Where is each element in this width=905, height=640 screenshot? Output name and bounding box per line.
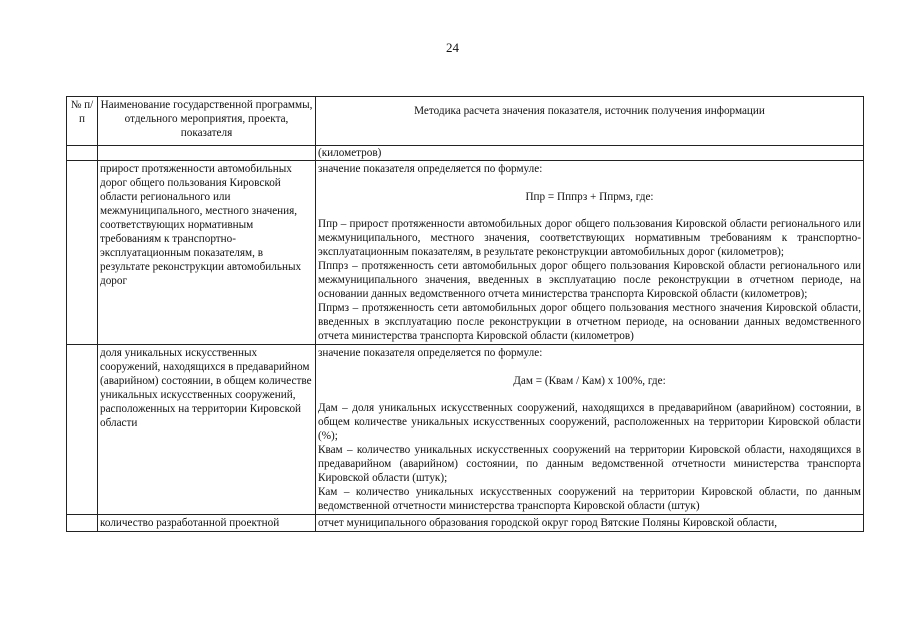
row-name-cell [98,146,316,161]
continuation-cell: (километров) [316,146,864,161]
table-row [67,345,864,515]
table-row [67,515,864,532]
row-number-cell [67,515,98,532]
table-row-continuation [67,146,864,161]
indicator-table [66,96,864,532]
page-number: 24 [446,40,459,55]
method-definition: Дам – доля уникальных искусственных сооружений, находящихся в предаварийном (аварийном) состоянии, в общем количестве уникальных искусственных сооружений, расположенных на территории Кировской области (%); [318,402,861,442]
method-definition: Пппрз – протяженность сети автомобильных дорог общего пользования Кировской области регионального или межмуниципального значения, введенных в эксплуатацию после реконструкции в отчетном периоде, на основании данных ведомственного отчета министерства транспорта Кировской области (километров); [318,260,861,300]
table-header-row [67,97,864,146]
method-intro: значение показателя определяется по формуле: [318,347,543,359]
table-row [67,161,864,345]
method-formula: Ппр = Пппрз + Ппрмз, где: [525,191,654,203]
method-formula: Дам = (Квам / Кам) x 100%, где: [513,375,666,387]
header-number: № п/п [67,97,98,146]
row-number-cell [67,345,98,515]
indicator-method [316,345,864,515]
indicator-method: отчет муниципального образования городской округ город Вятские Поляны Кировской области, [316,515,864,532]
method-definition: Ппр – прирост протяженности автомобильных дорог общего пользования Кировской области регионального или межмуниципального, местного значения, соответствующих нормативным требованиям к транспортно-эксплуатационным показателям, в результате реконструкции автомобильных дорог (километров); [318,218,861,258]
header-name: Наименование государственной программы, отдельного мероприятия, проекта, показателя [98,97,316,146]
header-method: Методика расчета значения показателя, источник получения информации [316,97,864,146]
method-definition: Кам – количество уникальных искусственных сооружений на территории Кировской области, по данным ведомственной отчетности министерства транспорта Кировской области (штук) [318,486,861,512]
indicator-name: количество разработанной проектной [98,515,316,532]
method-intro: значение показателя определяется по формуле: [318,163,543,175]
indicator-method [316,161,864,345]
row-number-cell [67,161,98,345]
row-number-cell [67,146,98,161]
method-definition: Квам – количество уникальных искусственных сооружений на территории Кировской области, находящихся в предаварийном (аварийном) состоянии, по данным ведомственной отчетности министерства транспорта Кировской области (штук); [318,444,861,484]
method-definition: Ппрмз – протяженность сети автомобильных дорог общего пользования местного значения Кировской области, введенных в эксплуатацию после реконструкции в отчетном периоде, на основании данных ведомственного отчета министерства транспорта Кировской области (километров) [318,302,861,342]
indicator-name: доля уникальных искусственных сооружений, находящихся в предаварийном (аварийном) состоянии, в общем количестве уникальных искусственных сооружений, расположенных на территории Кировской области [98,345,316,515]
indicator-name: прирост протяженности автомобильных дорог общего пользования Кировской области регионального или межмуниципального, местного значения, соответствующих нормативным требованиям к транспортно-эксплуатационным показателям, в результате реконструкции автомобильных дорог [98,161,316,345]
